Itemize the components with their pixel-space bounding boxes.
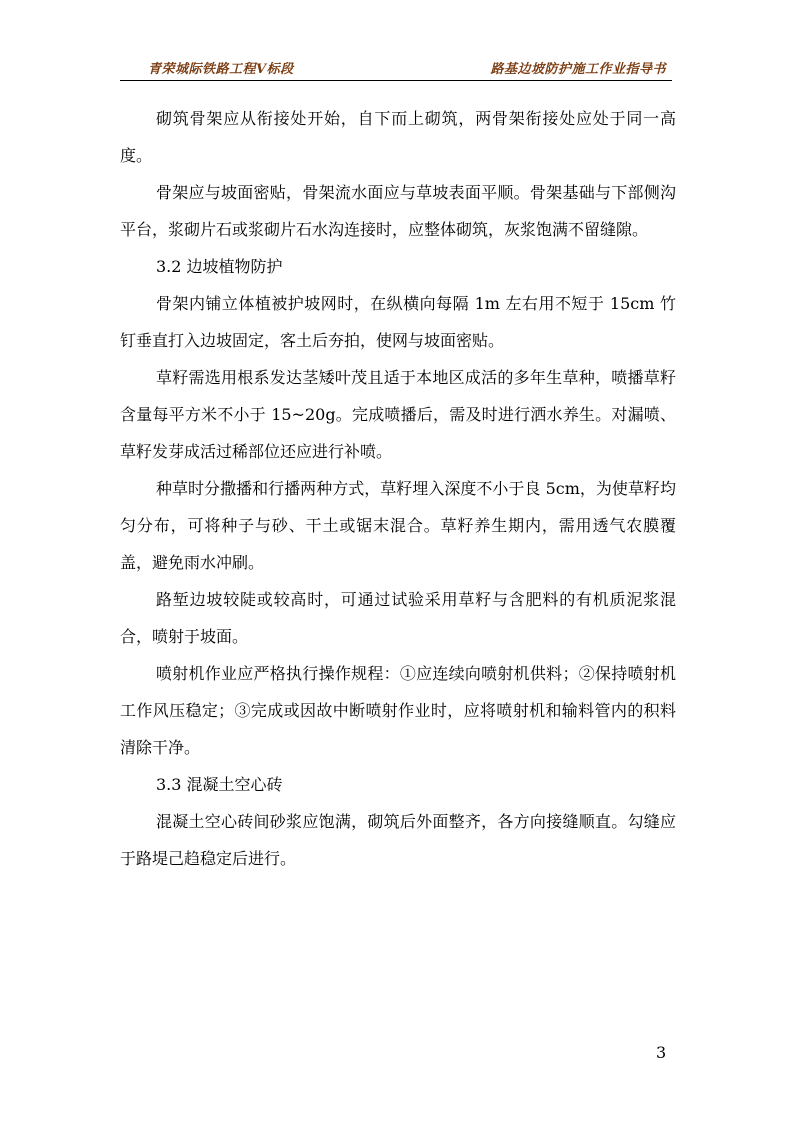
section-heading-3-3: 3.3 混凝土空心砖 [156,775,283,794]
page-number: 3 [656,1043,667,1062]
section-heading-3-2: 3.2 边坡植物防护 [156,257,283,276]
paragraph-sprayer-operation: 喷射机作业应严格执行操作规程：①应连续向喷射机供料；②保持喷射机工作风压稳定；③完成或因故中断喷射作业时，应将喷射机和输料管内的积料清除干净。 [120,664,676,757]
paragraph-frame-contact: 骨架应与坡面密贴，骨架流水面应与草坡表面平顺。骨架基础与下部侧沟平台，浆砌片石或浆砌片石水沟连接时，应整体砌筑，灰浆饱满不留缝隙。 [120,183,676,239]
page-header [120,56,672,81]
header-project-title: 青荣城际铁路工程Ⅴ标段 [148,62,294,77]
document-body [120,100,676,877]
paragraph-net-laying: 骨架内铺立体植被护坡网时，在纵横向每隔 1m 左右用不短于 15cm 竹钉垂直打入边坡固定，客土后夯拍，使网与坡面密贴。 [120,294,676,350]
paragraph-grass-seed: 草籽需选用根系发达茎矮叶茂且适于本地区成活的多年生草种，喷播草籽含量每平方米不小于 15~20g。完成喷播后，需及时进行洒水养生。对漏喷、草籽发芽成活过稀部位还应进行补喷。 [120,368,676,461]
paragraph-sowing-methods: 种草时分撒播和行播两种方式，草籽埋入深度不小于良 5cm，为使草籽均匀分布，可将种子与砂、干土或锯末混合。草籽养生期内，需用透气农膜覆盖，避免雨水冲刷。 [120,479,676,572]
paragraph-masonry-start: 砌筑骨架应从衔接处开始，自下而上砌筑，两骨架衔接处应处于同一高度。 [120,109,676,165]
paragraph-steep-slopes: 路堑边坡较陡或较高时，可通过试验采用草籽与含肥料的有机质泥浆混合，喷射于坡面。 [120,590,676,646]
header-document-title: 路基边坡防护施工作业指导书 [490,62,666,77]
paragraph-hollow-brick: 混凝土空心砖间砂浆应饱满，砌筑后外面整齐，各方向接缝顺直。勾缝应于路堤己趋稳定后进行。 [120,812,676,868]
